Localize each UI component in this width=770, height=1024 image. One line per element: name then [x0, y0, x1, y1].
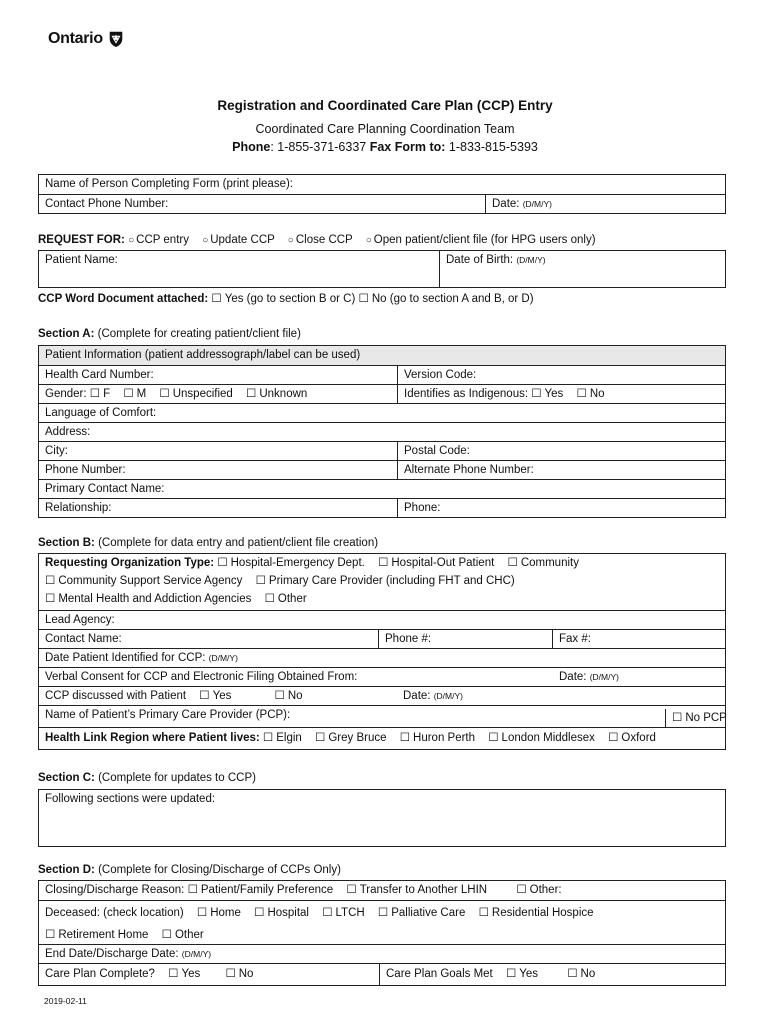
no-pcp-checkbox[interactable]: ☐ No PCP: [672, 712, 727, 724]
org-type-label: Requesting Organization Type:: [45, 557, 215, 569]
gender-m-checkbox[interactable]: ☐ M: [123, 388, 146, 400]
gender-label: Gender:: [45, 388, 87, 400]
discharge-reason-label: Closing/Discharge Reason:: [45, 884, 185, 896]
org-type-block: [39, 554, 725, 610]
section-a-table: [38, 345, 726, 518]
relationship-label: Relationship:: [45, 502, 112, 514]
region-london-middlesex-checkbox[interactable]: ☐ London Middlesex: [488, 732, 595, 744]
fax-label: Fax Form to:: [369, 140, 446, 154]
deceased-home-checkbox[interactable]: ☐ Home: [197, 907, 241, 919]
city-row[interactable]: [39, 441, 725, 460]
team-name: Coordinated Care Planning Coordination Team: [255, 122, 515, 136]
contact-fax-label: Fax #:: [559, 633, 591, 645]
section-b-subtitle: (Complete for data entry and patient/client file creation): [94, 537, 379, 549]
patient-name-row[interactable]: [39, 251, 725, 287]
region-elgin-checkbox[interactable]: ☐ Elgin: [263, 732, 302, 744]
patient-info-header: Patient Information (patient addressograph/label can be used): [39, 346, 725, 365]
rel-phone-cell[interactable]: [397, 499, 725, 517]
phone-label: Phone: [232, 140, 271, 154]
indigenous-label: Identifies as Indigenous:: [404, 388, 529, 400]
version-code-cell[interactable]: [397, 366, 725, 384]
plan-complete-label: Care Plan Complete?: [45, 968, 155, 980]
region-huron-perth-checkbox[interactable]: ☐ Huron Perth: [400, 732, 475, 744]
deceased-hospice-checkbox[interactable]: ☐ Residential Hospice: [479, 907, 594, 919]
reason-preference-checkbox[interactable]: ☐ Patient/Family Preference: [188, 884, 334, 896]
section-b-heading: [38, 537, 378, 549]
gender-unspecified-checkbox[interactable]: ☐ Unspecified: [159, 388, 232, 400]
region-row: [39, 727, 725, 749]
ccp-discussed-label: CCP discussed with Patient: [45, 690, 187, 702]
deceased-ltch-checkbox[interactable]: ☐ LTCH: [322, 907, 365, 919]
discussed-date-format: (D/M/Y): [433, 691, 463, 701]
section-c-title: Section C:: [38, 772, 95, 784]
section-d-table: [38, 880, 726, 986]
end-date-format: (D/M/Y): [181, 949, 212, 959]
ontario-logo: [48, 30, 125, 48]
discussed-date-label: Date:: [403, 690, 434, 702]
ccp-discussed-yes-checkbox[interactable]: ☐ Yes: [199, 690, 231, 702]
request-option-open-file[interactable]: ○ Open patient/client file (for HPG users only): [366, 234, 596, 246]
section-a-title: Section A:: [38, 328, 95, 340]
updated-sections-field[interactable]: [39, 790, 725, 846]
attached-yes-checkbox[interactable]: ☐ Yes (go to section B or C): [211, 293, 355, 305]
deceased-other-checkbox[interactable]: ☐ Other: [162, 929, 204, 941]
version-code-label: Version Code:: [404, 369, 477, 381]
ccp-attached-label: CCP Word Document attached:: [38, 293, 209, 305]
plan-complete-row: [39, 963, 725, 985]
deceased-hospital-checkbox[interactable]: ☐ Hospital: [254, 907, 309, 919]
org-other-checkbox[interactable]: ☐ Other: [265, 593, 307, 605]
completer-name-row[interactable]: [39, 175, 725, 194]
deceased-block: [39, 900, 725, 944]
ccp-discussed-no-checkbox[interactable]: ☐ No: [275, 690, 303, 702]
org-css-agency-checkbox[interactable]: ☐ Community Support Service Agency: [45, 575, 242, 587]
request-option-ccp-entry[interactable]: ○ CCP entry: [128, 234, 189, 246]
reason-transfer-checkbox[interactable]: ☐ Transfer to Another LHIN: [346, 884, 487, 896]
section-d-subtitle: (Complete for Closing/Discharge of CCPs Only): [94, 864, 341, 876]
phone-row[interactable]: [39, 460, 725, 479]
org-hospital-op-checkbox[interactable]: ☐ Hospital-Out Patient: [378, 557, 494, 569]
alt-phone-cell[interactable]: [397, 461, 725, 479]
city-label: City:: [45, 445, 68, 457]
pcp-row[interactable]: [39, 705, 725, 727]
section-d-title: Section D:: [38, 864, 95, 876]
ccp-discussed-row: [39, 686, 725, 705]
section-c-box[interactable]: [38, 789, 726, 847]
contact-name-row[interactable]: [39, 629, 725, 648]
ccp-attached-line: [38, 291, 534, 305]
consent-date-label: Date:: [559, 671, 590, 683]
completer-date-cell[interactable]: [485, 195, 725, 213]
postal-code-cell[interactable]: [397, 442, 725, 460]
patient-name-label: Patient Name:: [45, 254, 118, 266]
goals-met-yes-checkbox[interactable]: ☐ Yes: [506, 968, 538, 980]
verbal-consent-label: Verbal Consent for CCP and Electronic Filing Obtained From:: [45, 671, 358, 683]
section-b-title: Section B:: [38, 537, 95, 549]
org-mental-health-checkbox[interactable]: ☐ Mental Health and Addiction Agencies: [45, 593, 251, 605]
alt-phone-label: Alternate Phone Number:: [404, 464, 534, 476]
indigenous-no-checkbox[interactable]: ☐ No: [577, 388, 605, 400]
postal-code-label: Postal Code:: [404, 445, 470, 457]
request-for-label: REQUEST FOR:: [38, 234, 125, 246]
completer-name-label: Name of Person Completing Form (print please):: [45, 178, 293, 190]
contact-name-label: Contact Name:: [45, 633, 122, 645]
request-option-close[interactable]: ○ Close CCP: [288, 234, 353, 246]
end-date-label: End Date/Discharge Date:: [45, 948, 182, 960]
indigenous-cell: [397, 385, 725, 403]
deceased-label: Deceased: (check location): [45, 907, 184, 919]
phone-number: : 1-855-371-6337: [270, 140, 370, 154]
contact-phone-label: Contact Phone Number:: [45, 198, 169, 210]
logo-text: Ontario: [48, 30, 103, 47]
deceased-palliative-checkbox[interactable]: ☐ Palliative Care: [378, 907, 465, 919]
indigenous-yes-checkbox[interactable]: ☐ Yes: [531, 388, 563, 400]
completer-box: [38, 174, 726, 214]
fax-number: 1-833-815-5393: [445, 140, 538, 154]
footer-date: 2019-02-11: [44, 996, 87, 1006]
consent-date: [559, 668, 619, 686]
address-row[interactable]: [39, 422, 725, 441]
relationship-row[interactable]: [39, 498, 725, 517]
reason-other-checkbox[interactable]: ☐ Other:: [516, 884, 561, 896]
contact-phone-hash-label: Phone #:: [385, 633, 432, 645]
plan-complete-no-checkbox[interactable]: ☐ No: [225, 968, 253, 980]
lead-agency-row[interactable]: [39, 610, 725, 629]
discussed-date: [403, 687, 463, 705]
goals-met-no-checkbox[interactable]: ☐ No: [567, 968, 595, 980]
region-oxford-checkbox[interactable]: ☐ Oxford: [608, 732, 656, 744]
gender-f-checkbox[interactable]: ☐ F: [90, 388, 110, 400]
goals-met-cell: [379, 964, 725, 985]
request-option-update[interactable]: ○ Update CCP: [202, 234, 274, 246]
health-card-row[interactable]: [39, 365, 725, 384]
rel-phone-label: Phone:: [404, 502, 441, 514]
end-date-row[interactable]: [39, 944, 725, 963]
dob-cell[interactable]: [439, 251, 725, 287]
completer-contact-row[interactable]: [39, 194, 725, 213]
contact-line: [0, 140, 770, 154]
section-d-heading: [38, 864, 341, 876]
date-label: Date:: [492, 198, 523, 210]
request-for-line: [38, 234, 596, 246]
discharge-reason-row: [39, 881, 725, 900]
language-row[interactable]: [39, 403, 725, 422]
date-identified-row[interactable]: [39, 648, 725, 667]
health-card-label: Health Card Number:: [45, 369, 154, 381]
org-primary-care-checkbox[interactable]: ☐ Primary Care Provider (including FHT and CHC): [256, 575, 515, 587]
plan-complete-yes-checkbox[interactable]: ☐ Yes: [168, 968, 200, 980]
goals-met-label: Care Plan Goals Met: [386, 968, 493, 980]
section-a-heading: [38, 328, 301, 340]
trillium-icon: [107, 30, 125, 48]
deceased-retirement-checkbox[interactable]: ☐ Retirement Home: [45, 929, 148, 941]
org-community-checkbox[interactable]: ☐ Community: [508, 557, 579, 569]
no-pcp-cell: [665, 709, 725, 727]
phone-number-label: Phone Number:: [45, 464, 126, 476]
date-identified-format: (D/M/Y): [208, 653, 238, 663]
pcp-name-label: Name of Patient’s Primary Care Provider (PCP):: [45, 709, 291, 721]
primary-contact-row[interactable]: [39, 479, 725, 498]
dob-label: Date of Birth:: [446, 254, 517, 266]
consent-date-format: (D/M/Y): [589, 672, 619, 682]
verbal-consent-row[interactable]: [39, 667, 725, 686]
date-identified-label: Date Patient Identified for CCP:: [45, 652, 209, 664]
language-label: Language of Comfort:: [45, 407, 157, 419]
dob-format: (D/M/Y): [516, 255, 546, 265]
section-c-heading: [38, 772, 256, 784]
lead-agency-label: Lead Agency:: [45, 614, 115, 626]
date-format: (D/M/Y): [522, 199, 552, 209]
section-b-table: [38, 553, 726, 750]
updated-sections-label: Following sections were updated:: [45, 793, 216, 805]
section-c-subtitle: (Complete for updates to CCP): [94, 772, 256, 784]
primary-contact-label: Primary Contact Name:: [45, 483, 165, 495]
region-label: Health Link Region where Patient lives:: [45, 732, 260, 744]
org-hospital-ed-checkbox[interactable]: ☐ Hospital-Emergency Dept.: [217, 557, 365, 569]
gender-unknown-checkbox[interactable]: ☐ Unknown: [246, 388, 307, 400]
patient-name-box: [38, 250, 726, 288]
form-title: Registration and Coordinated Care Plan (CCP) Entry: [217, 98, 553, 113]
region-grey-bruce-checkbox[interactable]: ☐ Grey Bruce: [315, 732, 386, 744]
gender-row: [39, 384, 725, 403]
address-label: Address:: [45, 426, 91, 438]
attached-no-checkbox[interactable]: ☐ No (go to section A and B, or D): [359, 293, 534, 305]
contact-fax-cell[interactable]: [552, 630, 725, 648]
section-a-subtitle: (Complete for creating patient/client file): [94, 328, 301, 340]
